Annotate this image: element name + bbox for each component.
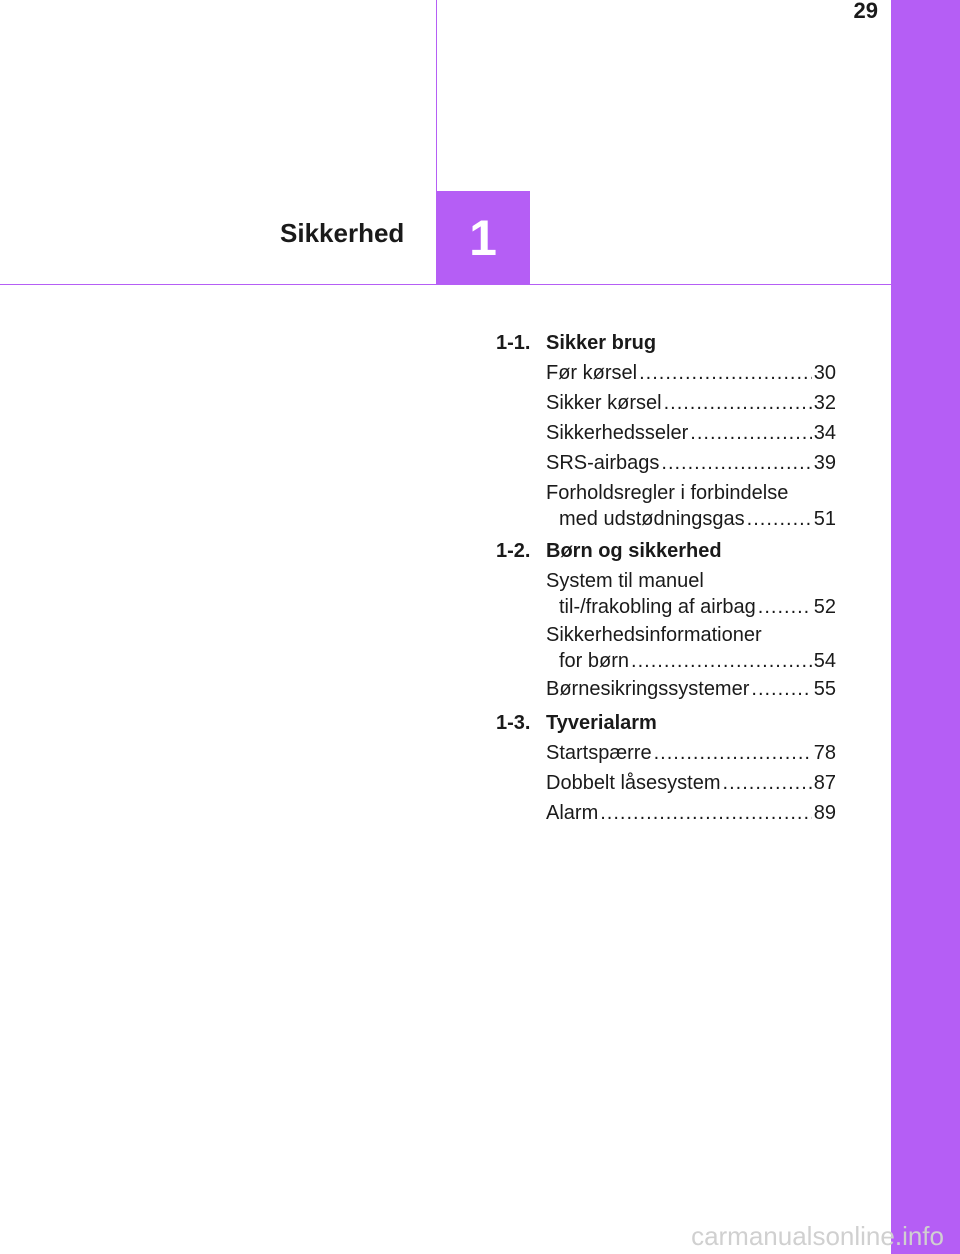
toc-entry-label: Sikkerhedsseler — [546, 422, 689, 444]
toc-entry-page: 52 — [813, 596, 836, 618]
toc-section-heading[interactable] — [496, 536, 836, 566]
leader-dots — [639, 358, 812, 388]
leader-dots — [690, 418, 811, 448]
toc-entry-page: 51 — [813, 508, 836, 530]
section-title: Sikker brug — [546, 331, 657, 354]
toc-entry-page: 78 — [813, 742, 836, 764]
section-number: 1-3. — [496, 711, 531, 734]
leader-dots — [654, 738, 812, 768]
toc-entry-label: Forholdsregler i forbindelse — [546, 482, 789, 504]
leader-dots — [751, 674, 811, 704]
toc-section-heading[interactable] — [496, 328, 836, 358]
vertical-divider — [436, 0, 437, 192]
toc-entry[interactable] — [496, 568, 836, 620]
toc-entry-label-continued: med udstødningsgas — [559, 508, 745, 530]
section-number: 1-1. — [496, 331, 531, 354]
toc-entry-page: 39 — [813, 452, 836, 474]
toc-entry-page: 54 — [813, 650, 836, 672]
toc-entry-page: 55 — [813, 678, 836, 700]
toc-entry[interactable] — [496, 798, 836, 828]
leader-dots — [758, 594, 812, 620]
toc-entry-label: Sikkerhedsinformationer — [546, 624, 762, 646]
leader-dots — [661, 448, 811, 478]
toc-entry[interactable] — [496, 768, 836, 798]
toc-entry-label: Dobbelt låsesystem — [546, 772, 721, 794]
toc-entry-label: Startspærre — [546, 742, 652, 764]
toc-entry-label: Sikker kørsel — [546, 392, 662, 414]
toc-section-heading[interactable] — [496, 708, 836, 738]
toc-entry-page: 30 — [813, 362, 836, 384]
toc-entry[interactable] — [496, 418, 836, 448]
table-of-contents — [496, 328, 836, 828]
chapter-title: Sikkerhed — [280, 218, 405, 248]
toc-entry[interactable] — [496, 480, 836, 532]
toc-entry-label-continued: til-/frakobling af airbag — [559, 596, 756, 618]
leader-dots — [664, 388, 812, 418]
toc-entry-page: 89 — [813, 802, 836, 824]
chapter-number: 1 — [469, 210, 497, 266]
toc-entry[interactable] — [496, 448, 836, 478]
toc-entry-label: Alarm — [546, 802, 599, 824]
toc-entry[interactable] — [496, 358, 836, 388]
toc-entry[interactable] — [496, 674, 836, 704]
toc-entry-page: 87 — [813, 772, 836, 794]
leader-dots — [747, 506, 812, 532]
leader-dots — [600, 798, 812, 828]
toc-entry-label-continued: for børn — [559, 650, 630, 672]
toc-entry-label: System til manuel — [546, 570, 704, 592]
section-number: 1-2. — [496, 539, 531, 562]
page-number: 29 — [853, 0, 878, 23]
leader-dots — [631, 648, 812, 674]
toc-entry-page: 32 — [813, 392, 836, 414]
toc-entry[interactable] — [496, 388, 836, 418]
toc-entry[interactable] — [496, 738, 836, 768]
watermark: carmanualsonline.info — [691, 1221, 944, 1251]
chapter-side-strip — [891, 0, 960, 1254]
toc-entry-page: 34 — [813, 422, 836, 444]
toc-entry-label: Før kørsel — [546, 362, 638, 384]
toc-entry-label: Børnesikringssystemer — [546, 678, 750, 700]
chapter-number-box — [436, 191, 530, 285]
section-title: Børn og sikkerhed — [546, 539, 722, 562]
leader-dots — [723, 768, 812, 798]
toc-entry[interactable] — [496, 622, 836, 674]
section-title: Tyverialarm — [546, 711, 657, 734]
toc-entry-label: SRS-airbags — [546, 452, 660, 474]
